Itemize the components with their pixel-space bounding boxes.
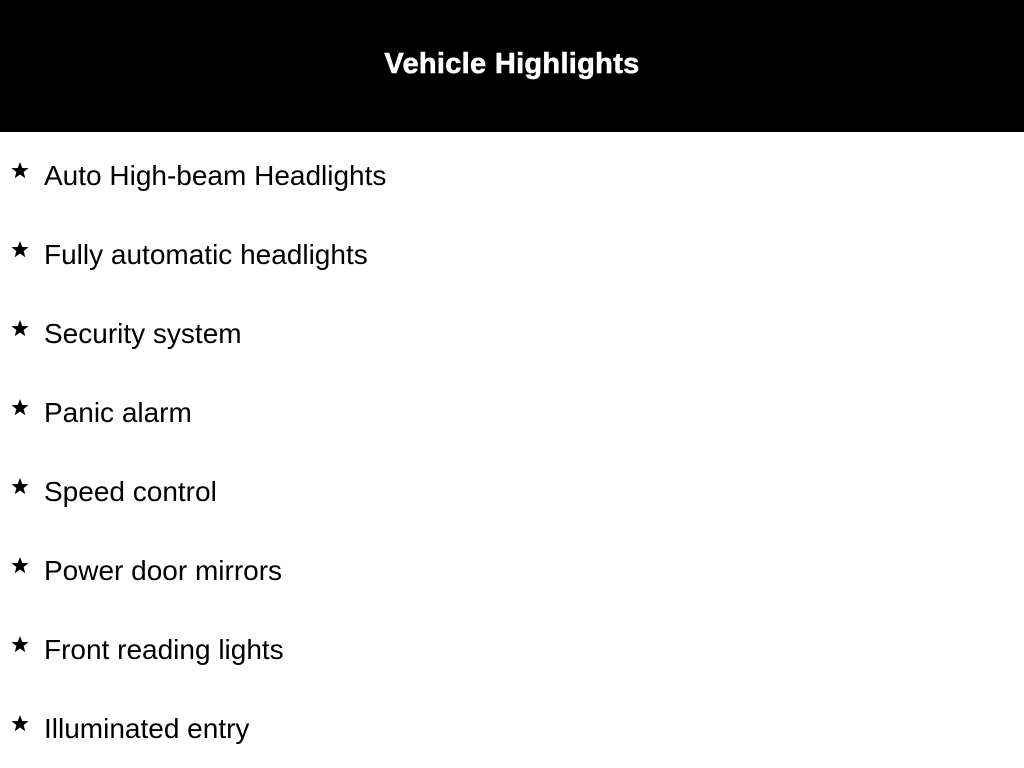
list-item-label: Panic alarm [44, 397, 192, 428]
star-icon [10, 239, 30, 259]
list-item-label: Front reading lights [44, 634, 284, 665]
list-item-label: Security system [44, 318, 242, 349]
list-item-label: Auto High-beam Headlights [44, 160, 387, 191]
star-icon [10, 634, 30, 654]
star-icon [10, 160, 30, 180]
star-icon [10, 318, 30, 338]
star-icon [10, 555, 30, 575]
page-header [0, 0, 1024, 132]
list-item-label: Power door mirrors [44, 555, 283, 586]
list-item-label: Illuminated entry [44, 713, 250, 744]
page-title: Vehicle Highlights [384, 47, 640, 80]
star-icon [10, 713, 30, 733]
star-icon [10, 397, 30, 417]
star-icon [10, 476, 30, 496]
list-item-label: Fully automatic headlights [44, 239, 368, 270]
list-item-label: Speed control [44, 476, 217, 507]
